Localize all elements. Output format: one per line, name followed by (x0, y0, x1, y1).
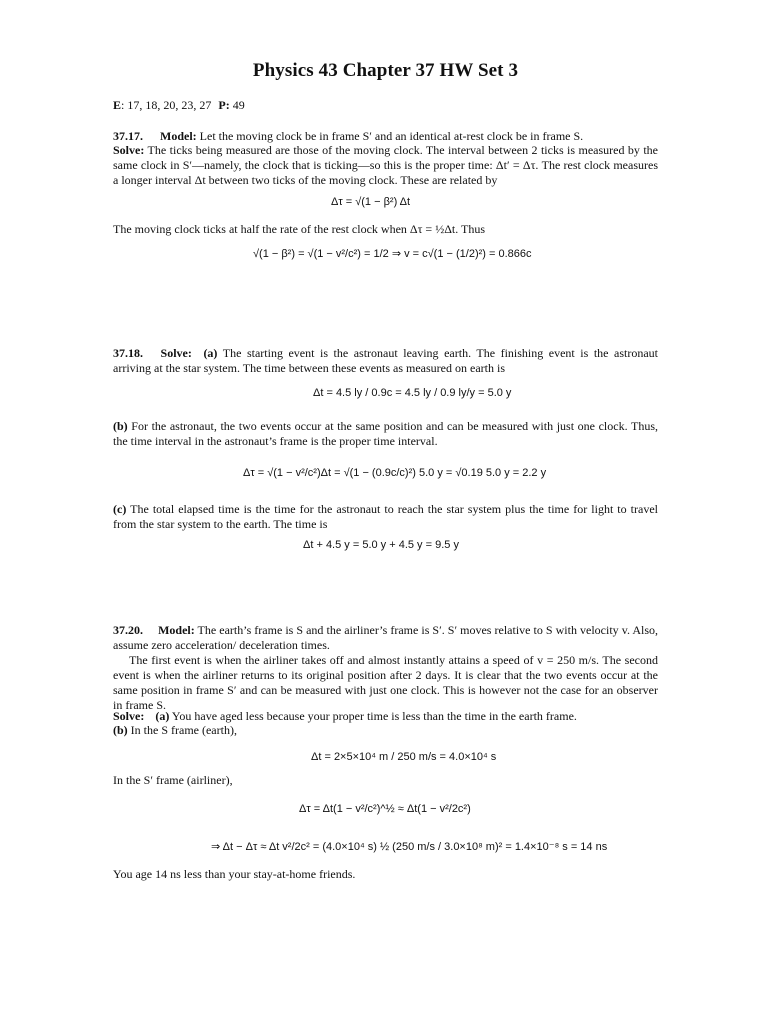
problem-37-18-c (113, 502, 658, 532)
part-a-text: You have aged less because your proper time is less than the time in the earth frame. (169, 709, 577, 723)
problem-37-20-airliner-text: In the S′ frame (airliner), (113, 773, 233, 787)
equation-text: Δτ = √(1 − v²/c²)Δt = √(1 − (0.9c/c)²) 5.0 y = √0.19 5.0 y = 2.2 y (243, 467, 547, 479)
equation-proper-time (243, 466, 546, 480)
solve-text: The ticks being measured are those of the moving clock. The interval between 2 ticks is measured by the same clock in S′—namely, the clock that is ticking—so this is the proper time: Δt′ = Δτ. The rest clock measures a longer interval Δt between two ticks of the moving clock. These are related by (113, 143, 658, 187)
problem-37-17-half-rate-text: The moving clock ticks at half the rate of the rest clock when Δτ = ½Δt. Thus (113, 222, 486, 236)
problem-37-18-a (113, 346, 658, 376)
part-a-label: (a) (203, 346, 218, 360)
problem-37-20-model (113, 623, 658, 653)
part-b-text: For the astronaut, the two events occur at the same position and can be measured with just one clock. Thus, the time interval in the astronaut’s frame is the proper time interval. (113, 419, 658, 448)
equation-velocity-result (253, 247, 532, 261)
part-a-text: The starting event is the astronaut leaving earth. The finishing event is the astronaut arriving at the star system. The time between these events as measured on earth is (113, 346, 659, 375)
problem-37-20-b (113, 723, 658, 738)
part-c-text: The total elapsed time is the time for the astronaut to reach the star system plus the time for light to travel from the star system to the earth. The time is (113, 502, 658, 531)
part-b-label: (b) (113, 723, 128, 737)
equation-time-dilation (331, 195, 410, 209)
model-text: The earth’s frame is S and the airliner’s frame is S′. S′ moves relative to S with velocity v. Also, assume zero acceleration/ deceleration times. (113, 623, 659, 652)
problem-37-20-events-text: The first event is when the airliner takes off and almost instantly attains a speed of v = 250 m/s. The second event is when the airliner returns to its original position after 2 days. It is clear that the two events occur at the same position in frame S′ and can be measured with just one clock. This is however not the case for an observer in frame S. (113, 653, 658, 712)
problem-37-18-b (113, 419, 658, 449)
page-title: Physics 43 Chapter 37 HW Set 3 (252, 60, 519, 81)
equation-earth-time (313, 386, 511, 400)
equation-time-difference (211, 840, 607, 854)
problems-list: 49 (229, 98, 245, 112)
equation-text: Δt + 4.5 y = 5.0 y + 4.5 y = 9.5 y (303, 539, 459, 551)
problem-37-20-conclusion: You age 14 ns less than your stay-at-home friends. (113, 867, 356, 881)
exercises-list: : 17, 18, 20, 23, 27 (121, 98, 212, 112)
equation-earth-frame-time (311, 750, 496, 764)
exercises-label: E (113, 98, 122, 112)
problem-number: 37.17. (113, 129, 143, 143)
solve-label: Solve: (113, 143, 145, 157)
equation-total-time (303, 538, 459, 552)
equation-text: Δt = 2×5×10⁴ m / 250 m/s = 4.0×10⁴ s (311, 751, 497, 763)
part-c-label: (c) (113, 502, 127, 516)
solve-label: Solve: (113, 709, 145, 723)
problem-number: 37.18. (113, 346, 143, 360)
part-a-label: (a) (155, 709, 170, 723)
problems-label: P: (218, 98, 230, 112)
solve-label: Solve: (160, 346, 192, 360)
equation-text: √(1 − β²) = √(1 − v²/c²) = 1/2 ⇒ v = c√(1 − (1/2)²) = 0.866c (253, 248, 532, 260)
model-text: Let the moving clock be in frame S′ and an identical at-rest clock be in frame S. (196, 129, 584, 143)
problem-number: 37.20. (113, 623, 143, 637)
problem-37-17-solve (113, 143, 658, 188)
equation-proper-time-approx (299, 802, 471, 816)
model-label: Model: (158, 623, 195, 637)
equation-text: Δt = 4.5 ly / 0.9c = 4.5 ly / 0.9 ly/y = 5.0 y (313, 387, 512, 399)
assignment-list (113, 98, 658, 113)
equation-text: Δτ = √(1 − β²) Δt (331, 196, 411, 208)
part-b-text: In the S frame (earth), (127, 723, 237, 737)
equation-text: ⇒ Δt − Δτ ≈ Δt v²/2c² = (4.0×10⁴ s) ½ (250 m/s / 3.0×10⁸ m)² = 1.4×10⁻⁸ s = 14 ns (211, 841, 608, 853)
problem-37-20-a (113, 709, 658, 724)
problem-37-17-model (113, 129, 658, 144)
equation-text: Δτ = Δt(1 − v²/c²)^½ ≈ Δt(1 − v²/2c²) (299, 803, 471, 815)
model-label: Model: (160, 129, 197, 143)
part-b-label: (b) (113, 419, 128, 433)
